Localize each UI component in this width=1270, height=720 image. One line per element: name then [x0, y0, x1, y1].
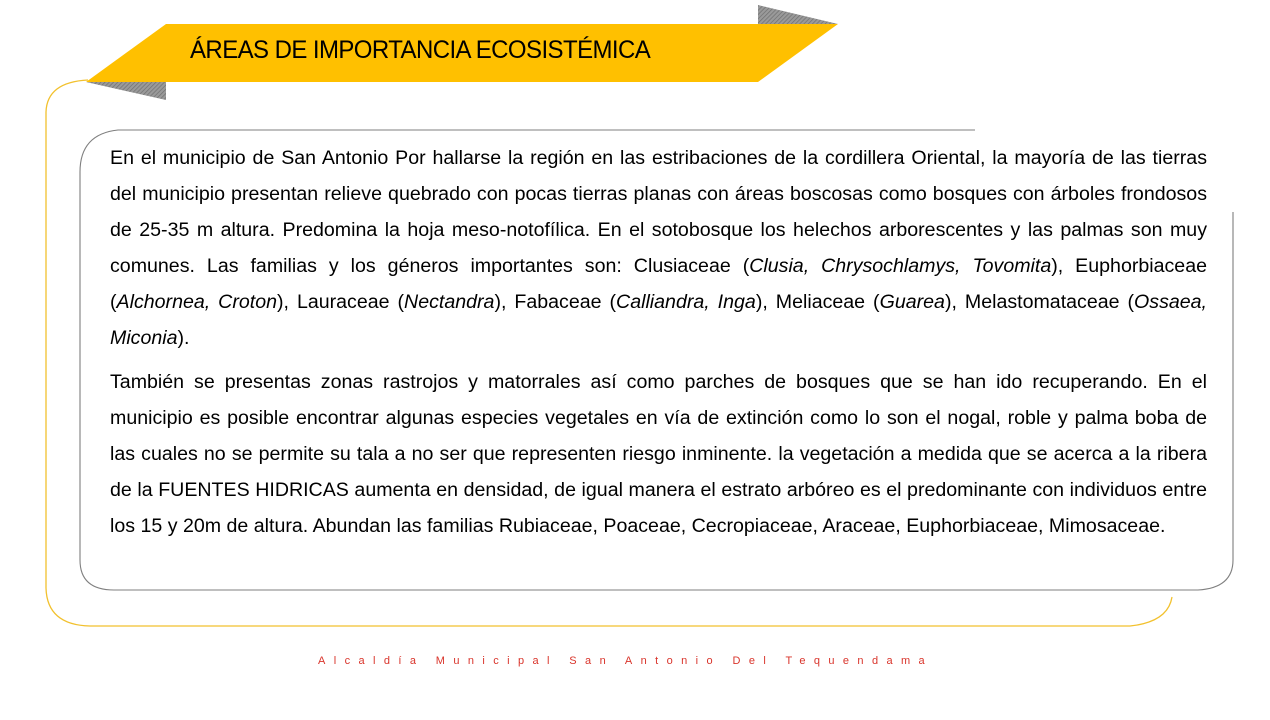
genus-lauraceae: Nectandra: [404, 291, 495, 313]
paragraph1-text-3: ), Lauraceae (: [277, 291, 405, 313]
paragraph-vegetation-families: [110, 140, 1207, 356]
page-title: ÁREAS DE IMPORTANCIA ECOSISTÉMICA: [190, 36, 651, 64]
genus-melastomataceae: Ossaea, Miconia: [110, 291, 1208, 349]
genus-euphorbiaceae: Alchornea, Croton: [116, 291, 277, 313]
paragraph1-text-2: ), Euphorbiaceae (: [110, 255, 1207, 313]
paragraph1-text-1: En el municipio de San Antonio Por hallarse la región en las estribaciones de la cordillera Oriental, la mayoría de las tierras del municipio presentan relieve quebrado con pocas tierras planas con áreas boscosas como bosques con árboles frondosos de 25-35 m altura. Predomina la hoja meso-notofílica. En el sotobosque los helechos arborescentes y las palmas son muy comunes. Las familias y los géneros importantes son: Clusiaceae (: [110, 147, 1207, 277]
paragraph1-text-4: ), Fabaceae (: [494, 291, 617, 313]
paragraph1-text-7: ).: [177, 327, 190, 349]
genus-clusiaceae: Clusia, Chrysochlamys, Tovomita: [749, 255, 1052, 277]
ribbon-fold-right: [758, 5, 838, 24]
paragraph1-text-5: ), Meliaceae (: [755, 291, 880, 313]
ribbon-fold-left: [86, 82, 166, 100]
genus-meliaceae: Guarea: [879, 291, 945, 313]
genus-fabaceae: Calliandra, Inga: [616, 291, 756, 313]
footer-municipality: Alcaldía Municipal San Antonio Del Tequendama: [318, 655, 934, 667]
paragraph1-text-6: ), Melastomataceae (: [944, 291, 1135, 313]
paragraph-scrubland: También se presentas zonas rastrojos y matorrales así como parches de bosques que se han ido recuperando. En el municipio es posible encontrar algunas especies vegetales en vía de extinción como lo son el nogal, roble y palma boba de las cuales no se permite su tala a no ser que representen riesgo inminente. la vegetación a medida que se acerca a la ribera de la FUENTES HIDRICAS aumenta en densidad, de igual manera el estrato arbóreo es el predominante con individuos entre los 15 y 20m de altura. Abundan las familias Rubiaceae, Poaceae, Cecropiaceae, Araceae, Euphorbiaceae, Mimosaceae.: [110, 371, 1207, 537]
content-body: [110, 140, 1207, 544]
